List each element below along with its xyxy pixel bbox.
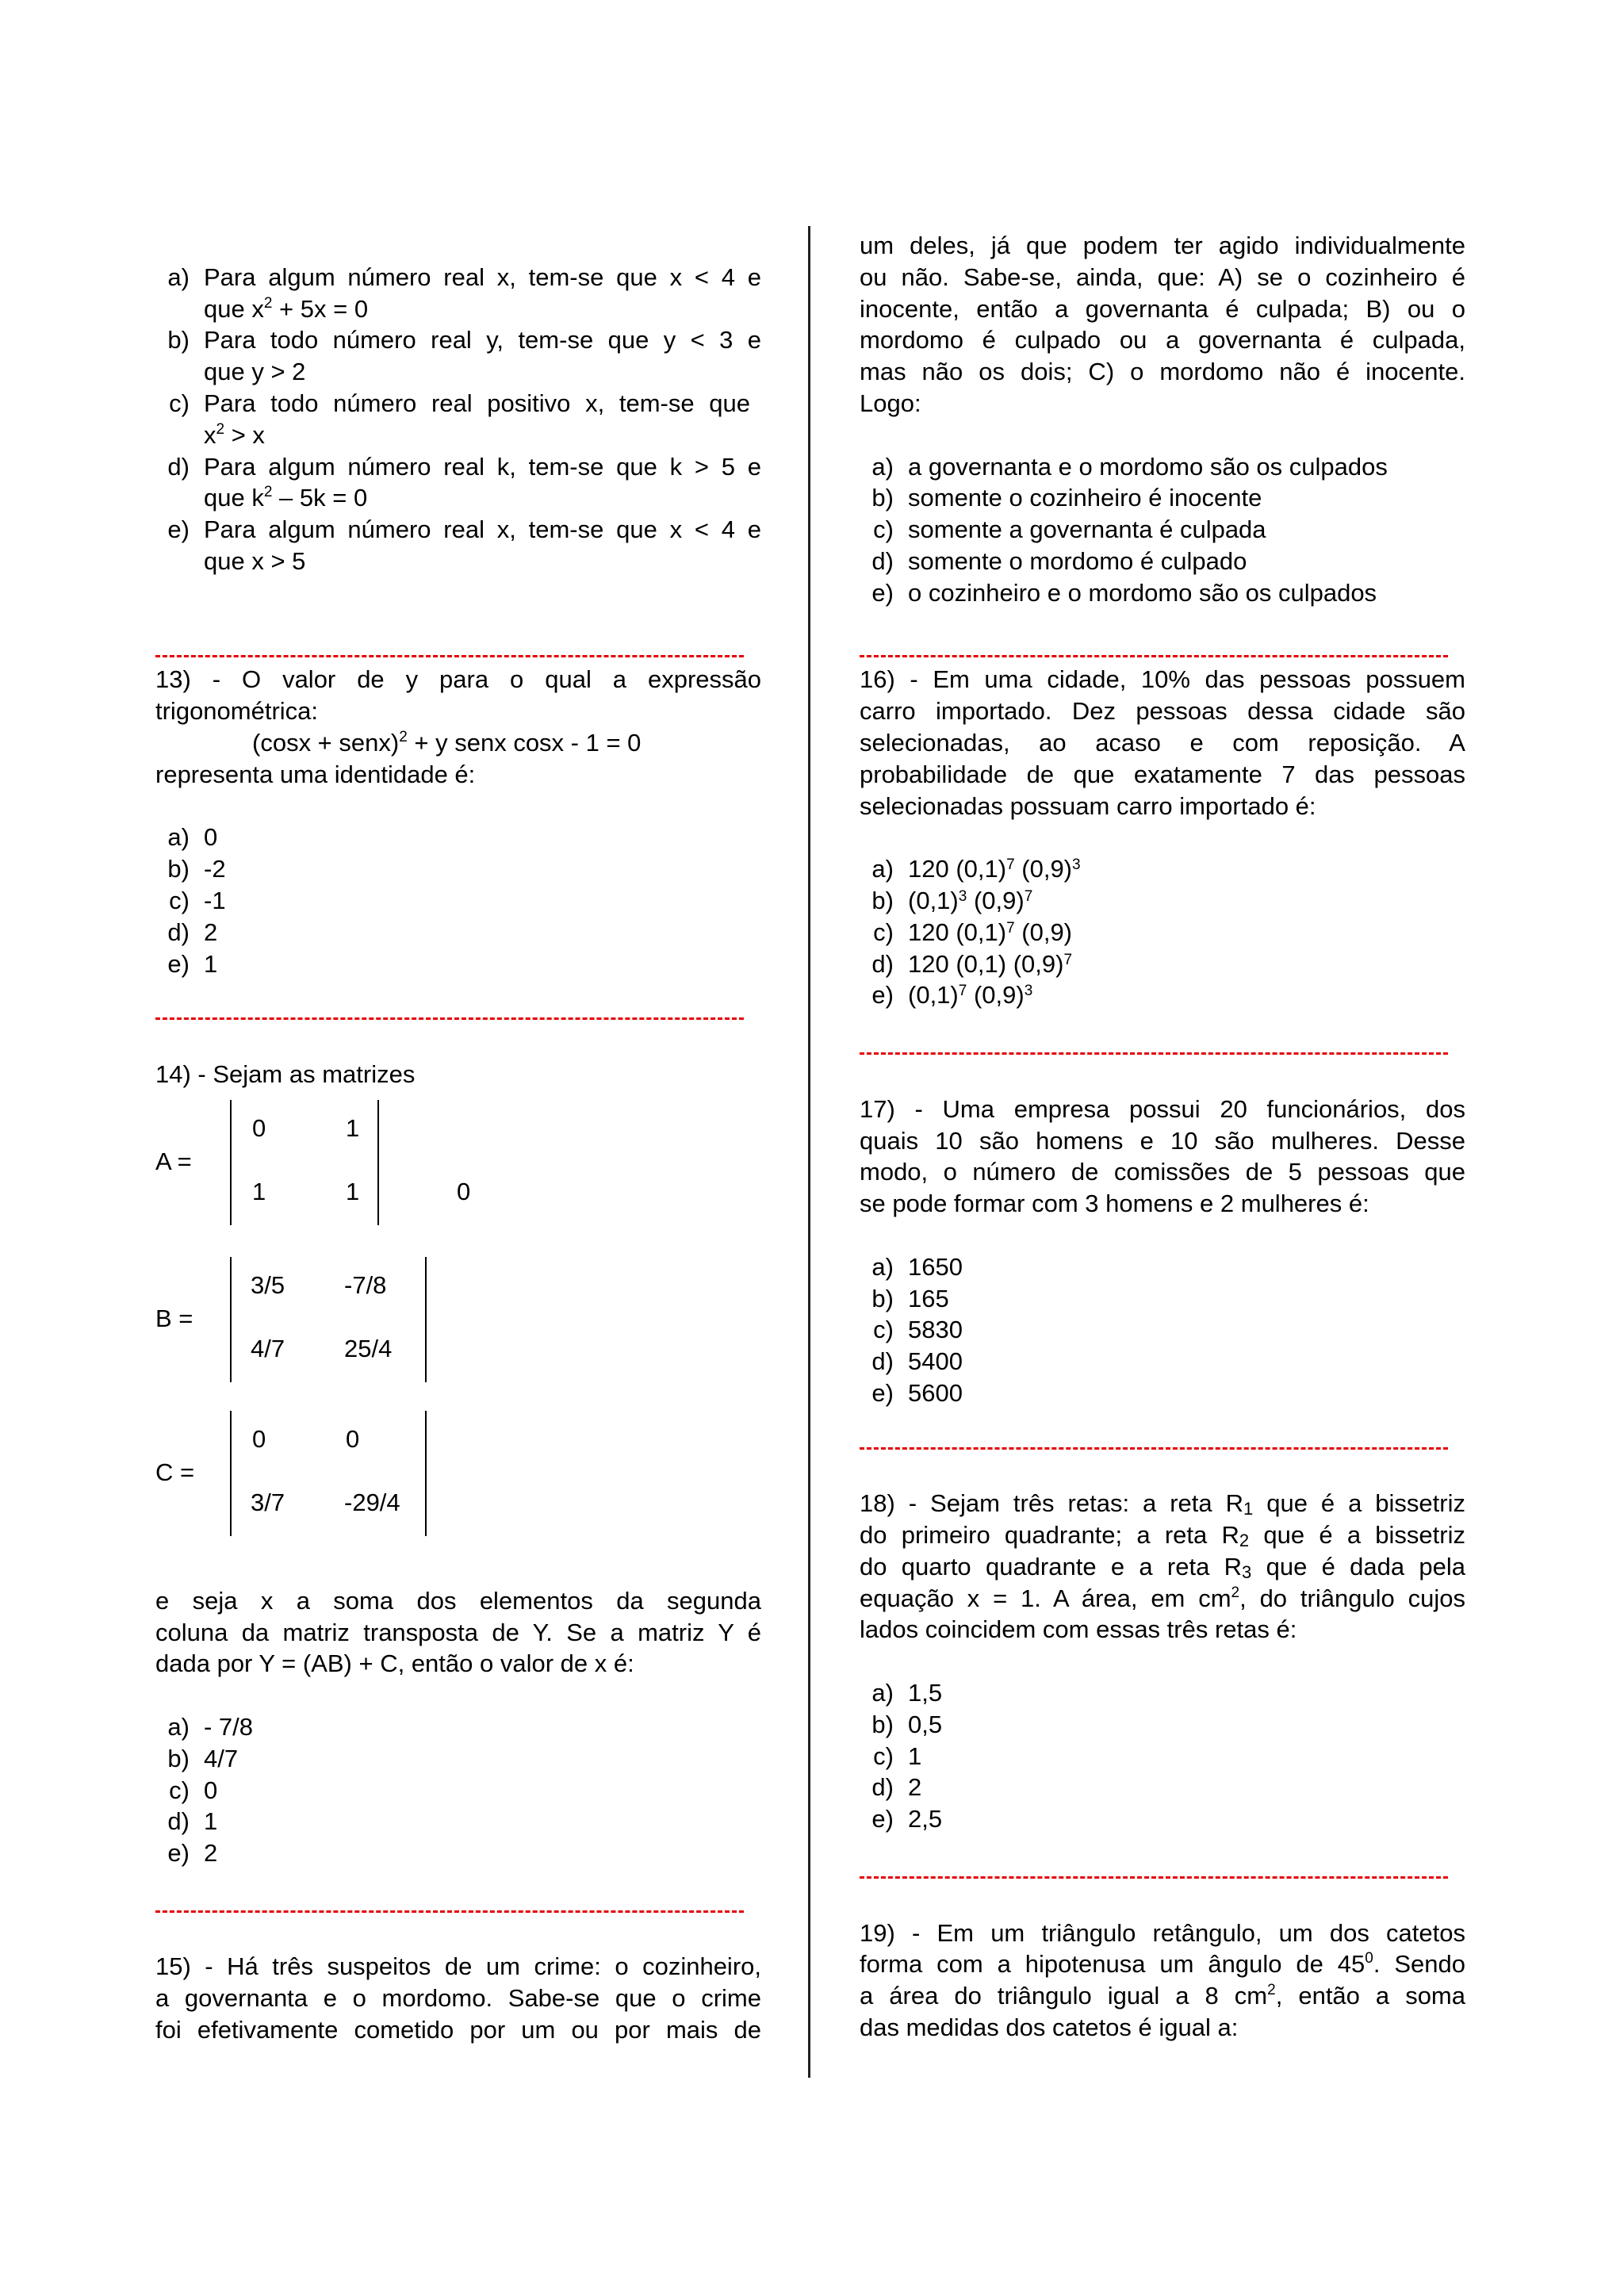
option-d: d) somente o mordomo é culpado [871,546,1247,575]
matrix-b: B = 3/5 -7/8 4/7 25/4 [155,1257,761,1382]
option-b: b) 0,5 [871,1710,943,1738]
question-19: 19) - Em um triângulo retângulo, um dos catetos forma com a hipotenusa um ângulo de $45^0$. Sendo a área do triângulo igual a 8 $cm^2$, então a soma das medidas dos catetos é igual a: [860,1918,1465,2042]
option-e: e) 1 [167,949,218,978]
option-b: b) 4/7 [167,1744,239,1772]
option-e: e) 2,5 [871,1805,943,1833]
question-17: 17) - Uma empresa possui 20 funcionários, dos quais 10 são homens e 10 são mulheres. Desse modo, o número de comissões de 5 pessoas que se pode formar com 3 homens e 2 mulheres é: a) 1650 b) 165 c) 5830 d) 5400 e) 5600 [860,1094,1465,1409]
column-divider [808,226,810,2078]
option-a: a) 120 $(0,1)^7$ $(0,9)^3$ [871,855,1081,883]
option-c: c) Para todo número real positivo x, tem-se que [169,389,750,417]
option-c: c) somente a governanta é culpada [873,515,1266,544]
question-18: 18) - Sejam três retas: a reta $R_1$ que é a bissetriz do primeiro quadrante; a reta $R_2$ que é a bissetriz do quarto quadrante e a reta $R_3$ que é dada pela equação x = 1. A área, em $cm^2$, do triângulo cujos lados coincidem com essas três retas é: a) 1,5 b) 0,5 c) 1 d) 2 e) 2,5 [860,1488,1465,1835]
question-12-options: a) Para algum número real x, tem-se que x < 4 e que $x^2 + 5x = 0$ b) Para todo número real y, tem-se que y < 3 e que y > 2 c) Para todo número real positivo x, tem-se que $x^2 > x$ d) Para algum número real k, tem-se que k > 5 e que $k^2 - 5k = 0$ e) Para algum número real x, tem-se que x < 4 e que x > 5 [155,262,761,577]
trig-expression: (cosx + senx)$^2$ + y senx cosx - 1 = 0 [252,728,642,757]
option-c: c) 1 [873,1741,922,1770]
question-16: 16) - Em uma cidade, 10% das pessoas possuem carro importado. Dez pessoas dessa cidade são selecionadas, ao acaso e com reposição. A probabilidade de que exatamente 7 das pessoas selecionadas possuam carro importado é: a) 120 $(0,1)^7$ $(0,9)^3$ b) $(0,1)^3$ $(0,9)^7$ c) 120 $(0,1)^7$ (0,9) d) 120 (0,1) $(0,9)^7$ e) $(0,1)^7$ $(0,9)^3$ [860,664,1465,1011]
separator [860,633,1465,665]
option-d: d) 5400 [871,1347,963,1376]
option-c: c) 0 [169,1776,218,1804]
question-14: 14) - Sejam as matrizes A = 0 1 1 1 0 B = 3/5 -7/8 4/7 25/4 C = 0 0 3/7 -29/4 e seja x a soma dos elementos da segunda coluna da matriz transposta de Y. Se a matriz Y é dada por Y = (AB) + C, então o valor de x é: a) - 7/8 b) 4/7 c) 0 d) 1 e) 2 [155,1059,761,1869]
option-b: b) somente o cozinheiro é inocente [871,484,1262,512]
option-c: c) 120 $(0,1)^7$ (0,9) [873,918,1073,946]
matrix-a: A = 0 1 1 1 0 [155,1100,761,1225]
separator [860,1030,1465,1062]
option-a: a) 1650 [871,1252,963,1281]
separator [860,1425,1465,1457]
option-e: e) 2 [167,1839,218,1868]
left-column [155,230,761,2046]
option-b: b) Para todo número real y, tem-se que y < 3 e [167,326,761,354]
option-c: c) -1 [169,886,226,914]
question-15: 15) - Há três suspeitos de um crime: o cozinheiro, a governanta e o mordomo. Sabe-se que o crime foi efetivamente cometido por um ou por mais de [155,1952,761,2044]
separator [155,1888,761,1920]
option-e: e) Para algum número real x, tem-se que x < 4 e [167,515,761,544]
option-e: e) o cozinheiro e o mordomo são os culpados [871,578,1377,607]
option-d: d) Para algum número real k, tem-se que k > 5 e [167,452,761,481]
option-b: b) $(0,1)^3$ $(0,9)^7$ [871,886,1033,914]
option-a: a) - 7/8 [167,1712,254,1741]
option-e: e) 5600 [871,1378,963,1407]
question-15-continued: um deles, já que podem ter agido individualmente ou não. Sabe-se, ainda, que: A) se o cozinheiro é inocente, então a governanta é culpada; B) ou o mordomo é culpado ou a governanta é culpada, mas não os dois; C) o mordomo não é inocente. Logo: a) a governanta e o mordomo são os culpados b) somente o cozinheiro é inocente c) somente a governanta é culpada d) somente o mordomo é culpado e) o cozinheiro e o mordomo são os culpados [860,230,1465,609]
option-d: d) 1 [167,1807,218,1836]
option-b: b) -2 [167,855,226,883]
option-d: d) 120 (0,1) $(0,9)^7$ [871,949,1073,978]
separator [155,633,761,665]
option-d: d) 2 [167,918,218,946]
matrix-c: C = 0 0 3/7 -29/4 [155,1411,761,1536]
option-c: c) 5830 [873,1316,963,1344]
option-a: a) Para algum número real x, tem-se que x < 4 e [167,262,761,291]
option-a: a) a governanta e o mordomo são os culpados [871,452,1388,481]
separator [155,995,761,1027]
option-b: b) 165 [871,1284,949,1312]
option-d: d) 2 [871,1773,922,1802]
option-e: e) $(0,1)^7$ $(0,9)^3$ [871,981,1033,1010]
option-a: a) 0 [167,823,218,852]
option-a: a) 1,5 [871,1679,943,1707]
question-13: 13) - O valor de y para o qual a expressão trigonométrica: (cosx + senx)$^2$ + y senx cosx - 1 = 0 representa uma identidade é: a) 0 b) -2 c) -1 d) 2 e) 1 [155,664,761,979]
separator [860,1854,1465,1886]
right-column [860,230,1465,2044]
